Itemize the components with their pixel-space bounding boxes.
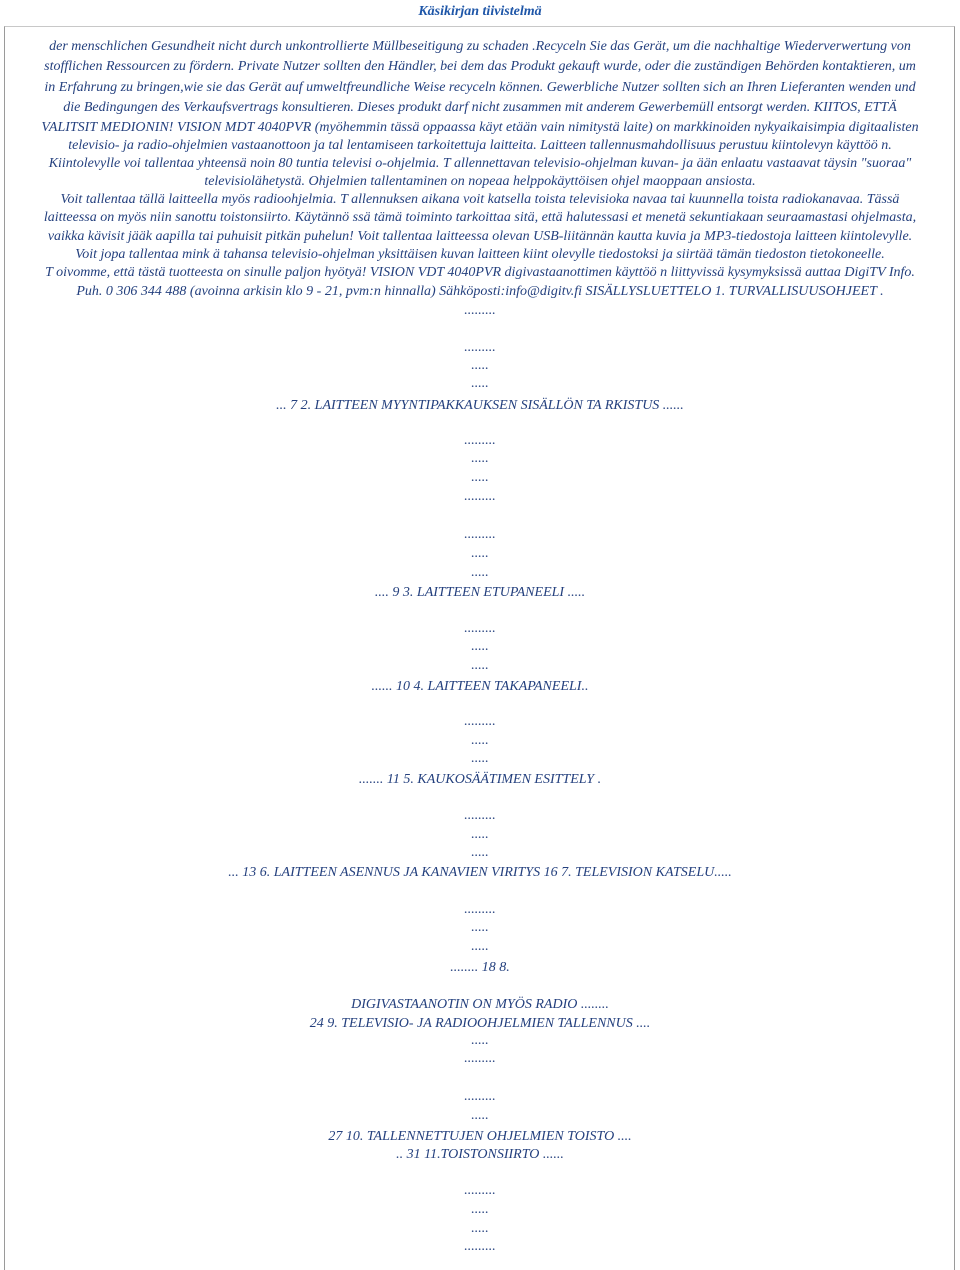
intro-line: stofflichen Ressourcen zu fördern. Private Nutzer sollten den Händler, bei dem das Produkt gekauft wurde, oder die zuständigen Behörden kontaktieren, um <box>44 59 916 74</box>
toc-line: ..... <box>471 451 489 466</box>
toc-line: .. 31 11.TOISTONSIIRTO ...... <box>396 1147 564 1162</box>
intro-line: Voit jopa tallentaa mink ä tahansa televisio-ohjelman yksittäisen kuvan laitteen kiint olevylle tiedostoksi ja siirtää tämän tiedoston tietokoneelle. <box>75 247 885 262</box>
intro-line: die Bedingungen des Verkaufsvertrags konsultieren. Dieses produkt darf nicht zusammen mit anderem Gewerbemüll entsorgt werden. KIITOS, ETTÄ <box>63 100 897 115</box>
intro-line: vaikka kävisit jääk aapilla tai puhuisit pitkän puhelun! Voit tallentaa laitteessa olevan USB-liitännän kautta kuvia ja MP3-tiedostoja laitteen kiintolevylle. <box>47 229 913 244</box>
toc-line: ..... <box>471 358 489 373</box>
toc-line: ..... <box>471 1202 489 1217</box>
toc-line: ...... 10 4. LAITTEEN TAKAPANEELI.. <box>371 679 589 694</box>
page-header-title: Käsikirjan tiivistelmä <box>418 4 542 19</box>
toc-line: ....... 11 5. KAUKOSÄÄTIMEN ESITTELY . <box>358 772 602 787</box>
intro-line: T oivomme, että tästä tuotteesta on sinulle paljon hyötyä! VISION VDT 4040PVR digivastaanottimen käyttöö n liittyvissä kysymyksissä auttaa DigiTV Info. <box>45 265 915 280</box>
toc-line: ......... <box>464 1051 496 1066</box>
toc-line: ..... <box>471 546 489 561</box>
toc-line: ......... <box>464 1089 496 1104</box>
toc-line: ..... <box>471 733 489 748</box>
toc-line: DIGIVASTAANOTIN ON MYÖS RADIO ........ <box>351 997 609 1012</box>
intro-line: televisiolähetystä. Ohjelmien tallentaminen on nopeaa helppokäyttöisen ohjel maoppaan ansiosta. <box>204 174 756 189</box>
intro-line: in Erfahrung zu bringen,wie sie das Gerät auf umweltfreundliche Weise recyceln können. Gewerbliche Nutzer sollten sich an Ihren Lieferanten wenden und <box>44 80 916 95</box>
toc-line: ......... <box>464 303 496 318</box>
toc-line: ..... <box>471 845 489 860</box>
toc-line: ..... <box>471 1221 489 1236</box>
toc-line: 27 10. TALLENNETTUJEN OHJELMIEN TOISTO .... <box>328 1129 632 1144</box>
toc-line: ..... <box>471 751 489 766</box>
toc-line: ..... <box>471 827 489 842</box>
intro-line: Voit tallentaa tällä laitteella myös radioohjelmia. T allennuksen aikana voit katsella toista televisioka navaa tai kuunnella toista radiokanavaa. Tässä <box>60 192 900 207</box>
toc-line: .... 9 3. LAITTEEN ETUPANEELI ..... <box>374 585 586 600</box>
intro-line: Kiintolevylle voi tallentaa yhteensä noin 80 tuntia televisi o-ohjelmia. T allennettavan televisio-ohjelman kuvan- ja ään enlaatu vastaavat täysin "suoraa" <box>48 156 912 171</box>
toc-line: ..... <box>471 565 489 580</box>
toc-line: ......... <box>464 621 496 636</box>
toc-line: ......... <box>464 902 496 917</box>
toc-line: ... 13 6. LAITTEEN ASENNUS JA KANAVIEN VIRITYS 16 7. TELEVISION KATSELU..... <box>228 865 732 880</box>
toc-line: ......... <box>464 714 496 729</box>
toc-line: ..... <box>471 639 489 654</box>
toc-line: ......... <box>464 527 496 542</box>
toc-line: ..... <box>471 470 489 485</box>
toc-line: ..... <box>471 920 489 935</box>
toc-line: ......... <box>464 1183 496 1198</box>
toc-line: ..... <box>471 376 489 391</box>
toc-line: ......... <box>464 1239 496 1254</box>
intro-line: televisio- ja radio-ohjelmien vastaanottoon ja tal lentamiseen tarkoitettuja laitteita. Laitteen tallennusmahdollisuus perustuu kiintolevyn käyttöö n. <box>68 138 892 153</box>
toc-line: 24 9. TELEVISIO- JA RADIOOHJELMIEN TALLENNUS .... <box>309 1016 651 1031</box>
toc-line: ... 7 2. LAITTEEN MYYNTIPAKKAUKSEN SISÄLLÖN TA RKISTUS ...... <box>276 398 684 413</box>
intro-line: laitteessa on myös niin sanottu toistonsiirto. Käytännö ssä tämä toiminto tarkoittaa sitä, että halutessasi et menetä sekuntiakaan seuraamastasi ohjelmasta, <box>43 210 917 225</box>
intro-line: Puh. 0 306 344 488 (avoinna arkisin klo 9 - 21, pvm:n hinnalla) Sähköposti:info@digitv.fi SISÄLLYSLUETTELO 1. TURVALLISUUSOHJEET . <box>76 284 884 299</box>
toc-line: ......... <box>464 340 496 355</box>
toc-line: ........ 18 8. <box>450 960 510 975</box>
toc-line: ..... <box>471 939 489 954</box>
toc-line: ..... <box>471 1033 489 1048</box>
toc-line: ......... <box>464 433 496 448</box>
intro-line: VALITSIT MEDIONIN! VISION MDT 4040PVR (myöhemmin tässä oppaassa käyt etään vain nimitystä laite) on markkinoiden nykyaikaisimpia digitaalisten <box>41 120 919 135</box>
toc-line: ..... <box>471 1108 489 1123</box>
toc-line: ......... <box>464 808 496 823</box>
toc-line: ......... <box>464 489 496 504</box>
intro-line: der menschlichen Gesundheit nicht durch unkontrollierte Müllbeseitigung zu schaden .Recyceln Sie das Gerät, um die nachhaltige Wiederverwertung von <box>49 39 911 54</box>
toc-line: ..... <box>471 658 489 673</box>
